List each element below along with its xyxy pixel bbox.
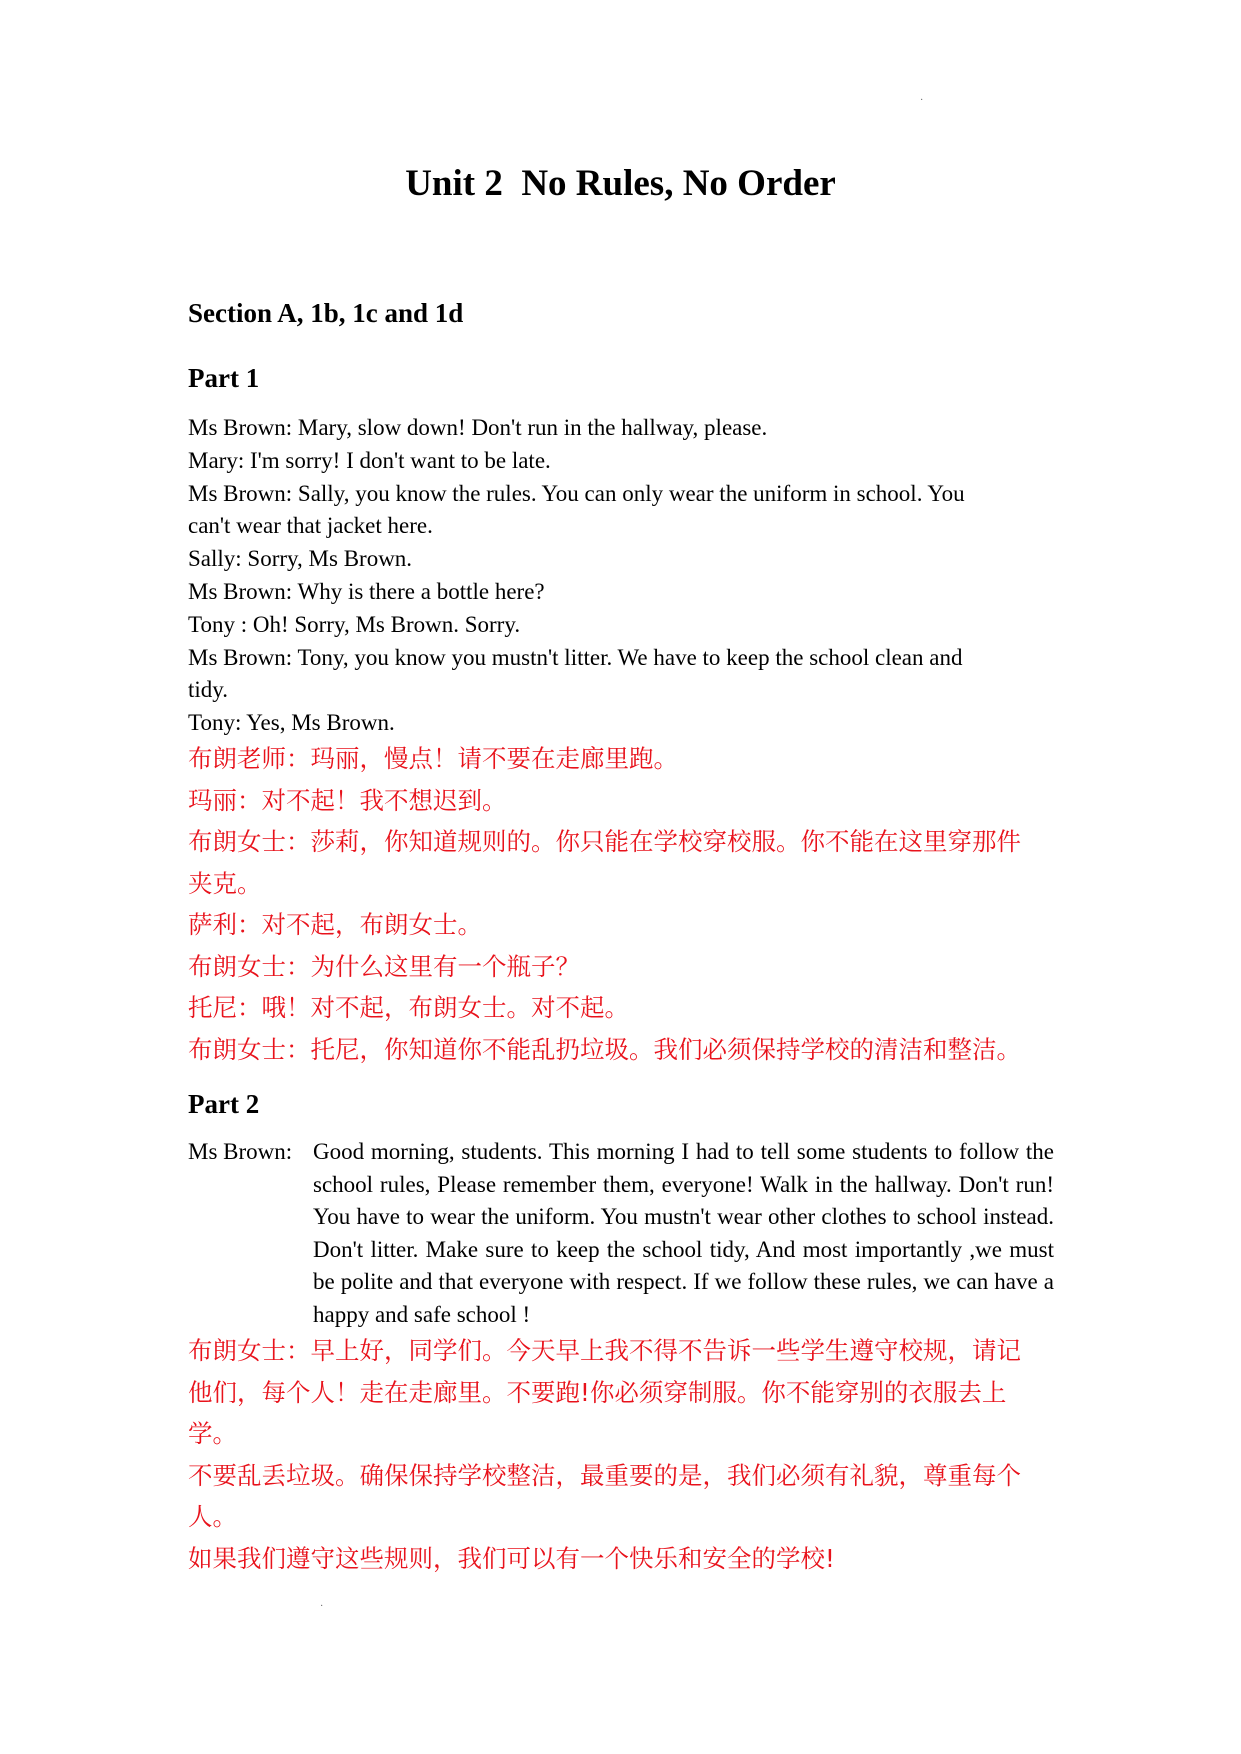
dialogue-line: Ms Brown: Sally, you know the rules. You can only wear the uniform in school. You: [188, 480, 965, 506]
part1-english-dialogue: [188, 412, 1054, 740]
dialogue-line: tidy.: [188, 677, 229, 703]
translation-line: 夹克。: [188, 868, 262, 898]
dialogue-line: Tony : Oh! Sorry, Ms Brown. Sorry.: [188, 611, 521, 637]
translation-line: 学。: [188, 1419, 237, 1448]
translation-line: 他们，每个人！走在走廊里。不要跑!你必须穿制服。你不能穿别的衣服去上: [188, 1377, 1007, 1407]
translation-line: 人。: [188, 1502, 237, 1531]
dialogue-line: Ms Brown: Mary, slow down! Don't run in the hallway, please.: [188, 415, 768, 440]
dialogue-line: Mary: I'm sorry! I don't want to be late.: [188, 447, 551, 473]
top-dot-mark: ·: [920, 95, 924, 106]
translation-line: 如果我们遵守这些规则，我们可以有一个快乐和安全的学校!: [188, 1543, 835, 1573]
part2-english-speech: [188, 1136, 1054, 1332]
speech-speaker: Ms Brown:: [188, 1139, 293, 1164]
translation-line: 布朗女士：早上好，同学们。今天早上我不得不告诉一些学生遵守校规，请记: [188, 1336, 1021, 1365]
section-heading: Section A, 1b, 1c and 1d: [188, 298, 464, 328]
translation-line: 布朗老师：玛丽，慢点！请不要在走廊里跑。: [188, 744, 678, 773]
dialogue-line: Ms Brown: Why is there a bottle here?: [188, 578, 545, 604]
translation-line: 不要乱丢垃圾。确保保持学校整洁，最重要的是，我们必须有礼貌，尊重每个: [188, 1460, 1021, 1490]
translation-line: 托尼：哦！对不起，布朗女士。对不起。: [188, 993, 629, 1022]
translation-line: 布朗女士：莎莉，你知道规则的。你只能在学校穿校服。你不能在这里穿那件: [188, 827, 1021, 856]
dialogue-line: Sally: Sorry, Ms Brown.: [188, 546, 413, 572]
part1-heading: Part 1: [188, 363, 260, 393]
translation-line: 布朗女士：托尼，你知道你不能乱扔垃圾。我们必须保持学校的清洁和整洁。: [188, 1034, 1021, 1064]
bottom-dot-mark: ·: [320, 1601, 324, 1612]
translation-line: 布朗女士：为什么这里有一个瓶子？: [188, 951, 580, 981]
part2-chinese-translation: [188, 1330, 1054, 1579]
page-title: Unit 2 No Rules, No Order: [405, 163, 836, 204]
translation-line: 萨利：对不起，布朗女士。: [188, 910, 482, 939]
translation-line: 玛丽：对不起！我不想迟到。: [188, 785, 507, 815]
part1-chinese-translation: [188, 738, 1054, 1070]
dialogue-line: can't wear that jacket here.: [188, 513, 433, 539]
part2-heading: Part 2: [188, 1089, 260, 1119]
dialogue-line: Tony: Yes, Ms Brown.: [188, 710, 395, 736]
dialogue-line: Ms Brown: Tony, you know you mustn't litter. We have to keep the school clean and: [188, 644, 963, 670]
speech-text: Good morning, students. This morning I had to tell some students to follow the school rules, Please remember them, everyone! Walk in the hallway. Don't run! You have to wear the uniform. You mustn't wear other clothes to school instead. Don't litter. Make sure to keep the school tidy, And most importantly ,we must be polite and that everyone with respect. If we follow these rules, we can have a happy and safe school !: [313, 1139, 1054, 1327]
